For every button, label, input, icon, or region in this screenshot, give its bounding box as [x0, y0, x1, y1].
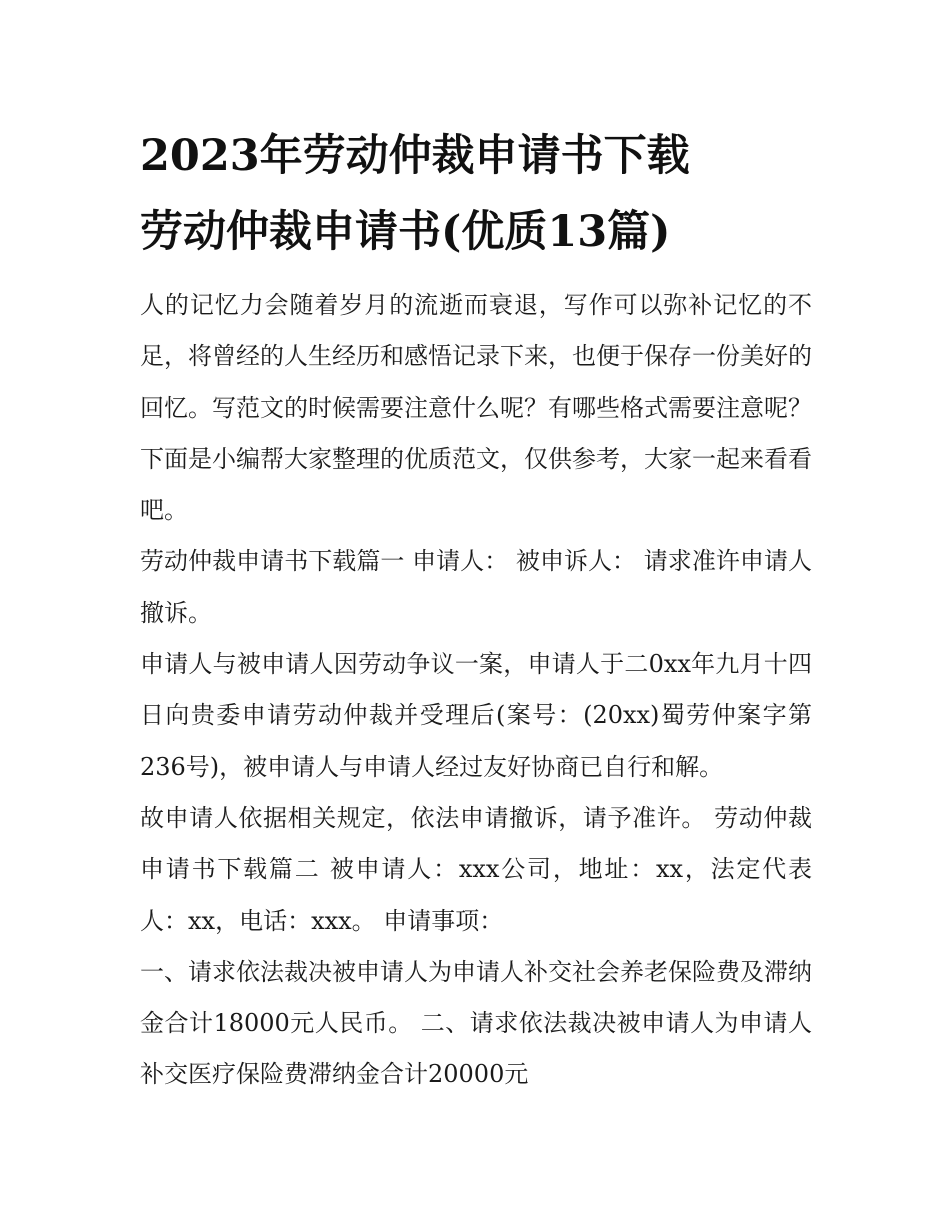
paragraph-requests: 一、请求依法裁决被申请人为申请人补交社会养老保险费及滞纳金合计18000元人民币。 二、请求依法裁决被申请人为申请人补交医疗保险费滞纳金合计20000元: [140, 957, 812, 1089]
title-line-1: 2023年劳动仲裁申请书下载: [140, 131, 690, 181]
paragraph-withdrawal: 故申请人依据相关规定，依法申请撤诉，请予准许。 劳动仲裁申请书下载篇二 被申请人：xxx公司，地址：xx，法定代表人：xx，电话：xxx。 申请事项：: [140, 803, 812, 935]
document-title: [140, 118, 812, 270]
title-line-2: 劳动仲裁申请书(优质13篇): [140, 207, 671, 257]
paragraph-intro: 人的记忆力会随着岁月的流逝而衰退，写作可以弥补记忆的不足，将曾经的人生经历和感悟记录下来，也便于保存一份美好的回忆。写范文的时候需要注意什么呢？有哪些格式需要注意呢？下面是小编帮大家整理的优质范文，仅供参考，大家一起来看看吧。: [140, 291, 812, 525]
paragraph-case: 申请人与被申请人因劳动争议一案，申请人于二0xx年九月十四日向贵委申请劳动仲裁并受理后(案号：(20xx)蜀劳仲案字第236号)，被申请人与申请人经过友好协商已自行和解。: [140, 650, 812, 781]
document-content: [140, 118, 812, 1101]
paragraph-part-one: 劳动仲裁申请书下载篇一 申请人： 被申诉人： 请求准许申请人撤诉。: [140, 547, 812, 627]
